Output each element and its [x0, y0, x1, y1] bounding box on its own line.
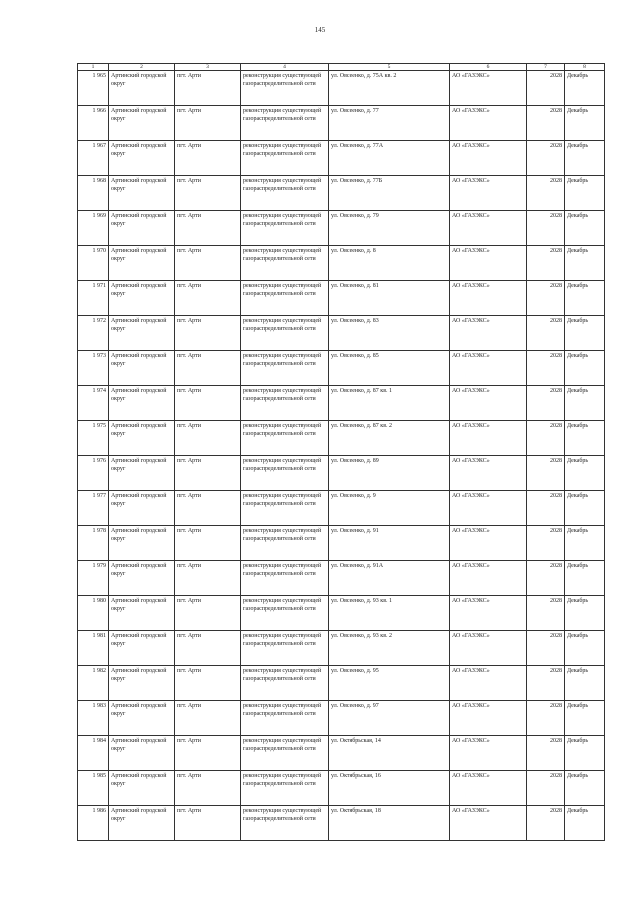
row-number: 1 978 — [78, 526, 109, 561]
address-cell: ул. Овсеенко, д. 77 — [329, 106, 450, 141]
year-cell: 2028 — [527, 456, 565, 491]
organization-cell: АО «ГАЗЭКС» — [450, 281, 527, 316]
month-cell: Декабрь — [565, 176, 605, 211]
settlement-cell: пгт. Арти — [175, 456, 241, 491]
table-row — [78, 806, 605, 841]
row-number: 1 979 — [78, 561, 109, 596]
settlement-cell: пгт. Арти — [175, 281, 241, 316]
month-cell: Декабрь — [565, 771, 605, 806]
organization-cell: АО «ГАЗЭКС» — [450, 316, 527, 351]
work-type-cell: реконструкция существующей газораспределительной сети — [241, 71, 329, 106]
year-cell: 2028 — [527, 561, 565, 596]
work-type-cell: реконструкция существующей газораспределительной сети — [241, 456, 329, 491]
row-number: 1 975 — [78, 421, 109, 456]
year-cell: 2028 — [527, 316, 565, 351]
row-number: 1 985 — [78, 771, 109, 806]
address-cell: ул. Овсеенко, д. 91 — [329, 526, 450, 561]
organization-cell: АО «ГАЗЭКС» — [450, 141, 527, 176]
row-number: 1 983 — [78, 701, 109, 736]
month-cell: Декабрь — [565, 456, 605, 491]
settlement-cell: пгт. Арти — [175, 526, 241, 561]
month-cell: Декабрь — [565, 141, 605, 176]
year-cell: 2028 — [527, 596, 565, 631]
settlement-cell: пгт. Арти — [175, 316, 241, 351]
year-cell: 2028 — [527, 526, 565, 561]
organization-cell: АО «ГАЗЭКС» — [450, 351, 527, 386]
column-number: 1 — [78, 64, 109, 71]
table-row — [78, 771, 605, 806]
work-type-cell: реконструкция существующей газораспределительной сети — [241, 176, 329, 211]
table-row — [78, 106, 605, 141]
table-row — [78, 421, 605, 456]
table-row — [78, 456, 605, 491]
address-cell: ул. Овсеенко, д. 83 — [329, 316, 450, 351]
district-cell: Артинский городской округ — [109, 176, 175, 211]
organization-cell: АО «ГАЗЭКС» — [450, 106, 527, 141]
settlement-cell: пгт. Арти — [175, 701, 241, 736]
organization-cell: АО «ГАЗЭКС» — [450, 386, 527, 421]
row-number: 1 971 — [78, 281, 109, 316]
row-number: 1 965 — [78, 71, 109, 106]
month-cell: Декабрь — [565, 351, 605, 386]
work-type-cell: реконструкция существующей газораспределительной сети — [241, 771, 329, 806]
work-type-cell: реконструкция существующей газораспределительной сети — [241, 211, 329, 246]
district-cell: Артинский городской округ — [109, 211, 175, 246]
address-cell: ул. Овсеенко, д. 81 — [329, 281, 450, 316]
row-number: 1 969 — [78, 211, 109, 246]
organization-cell: АО «ГАЗЭКС» — [450, 561, 527, 596]
year-cell: 2028 — [527, 351, 565, 386]
settlement-cell: пгт. Арти — [175, 806, 241, 841]
month-cell: Декабрь — [565, 666, 605, 701]
table-row — [78, 281, 605, 316]
work-type-cell: реконструкция существующей газораспределительной сети — [241, 526, 329, 561]
year-cell: 2028 — [527, 106, 565, 141]
district-cell: Артинский городской округ — [109, 421, 175, 456]
table-row — [78, 246, 605, 281]
address-cell: ул. Овсеенко, д. 95 — [329, 666, 450, 701]
table-row — [78, 736, 605, 771]
organization-cell: АО «ГАЗЭКС» — [450, 176, 527, 211]
settlement-cell: пгт. Арти — [175, 596, 241, 631]
work-type-cell: реконструкция существующей газораспределительной сети — [241, 666, 329, 701]
year-cell: 2028 — [527, 211, 565, 246]
row-number: 1 981 — [78, 631, 109, 666]
district-cell: Артинский городской округ — [109, 491, 175, 526]
column-number: 5 — [329, 64, 450, 71]
district-cell: Артинский городской округ — [109, 281, 175, 316]
settlement-cell: пгт. Арти — [175, 736, 241, 771]
district-cell: Артинский городской округ — [109, 596, 175, 631]
work-type-cell: реконструкция существующей газораспределительной сети — [241, 701, 329, 736]
settlement-cell: пгт. Арти — [175, 71, 241, 106]
row-number: 1 974 — [78, 386, 109, 421]
organization-cell: АО «ГАЗЭКС» — [450, 736, 527, 771]
address-cell: ул. Овсеенко, д. 85 — [329, 351, 450, 386]
table-row — [78, 701, 605, 736]
work-type-cell: реконструкция существующей газораспределительной сети — [241, 421, 329, 456]
settlement-cell: пгт. Арти — [175, 246, 241, 281]
settlement-cell: пгт. Арти — [175, 386, 241, 421]
month-cell: Декабрь — [565, 736, 605, 771]
row-number: 1 976 — [78, 456, 109, 491]
settlement-cell: пгт. Арти — [175, 176, 241, 211]
organization-cell: АО «ГАЗЭКС» — [450, 421, 527, 456]
column-number-row — [78, 64, 605, 71]
table-row — [78, 631, 605, 666]
organization-cell: АО «ГАЗЭКС» — [450, 211, 527, 246]
month-cell: Декабрь — [565, 561, 605, 596]
work-type-cell: реконструкция существующей газораспределительной сети — [241, 806, 329, 841]
settlement-cell: пгт. Арти — [175, 631, 241, 666]
work-type-cell: реконструкция существующей газораспределительной сети — [241, 386, 329, 421]
address-cell: ул. Овсеенко, д. 77Б — [329, 176, 450, 211]
address-cell: ул. Овсеенко, д. 93 кв. 1 — [329, 596, 450, 631]
organization-cell: АО «ГАЗЭКС» — [450, 666, 527, 701]
district-cell: Артинский городской округ — [109, 351, 175, 386]
table-row — [78, 211, 605, 246]
work-type-cell: реконструкция существующей газораспределительной сети — [241, 596, 329, 631]
settlement-cell: пгт. Арти — [175, 421, 241, 456]
month-cell: Декабрь — [565, 106, 605, 141]
row-number: 1 986 — [78, 806, 109, 841]
month-cell: Декабрь — [565, 701, 605, 736]
table-row — [78, 491, 605, 526]
district-cell: Артинский городской округ — [109, 106, 175, 141]
organization-cell: АО «ГАЗЭКС» — [450, 806, 527, 841]
settlement-cell: пгт. Арти — [175, 491, 241, 526]
month-cell: Декабрь — [565, 806, 605, 841]
address-cell: ул. Овсеенко, д. 77А — [329, 141, 450, 176]
district-cell: Артинский городской округ — [109, 631, 175, 666]
work-type-cell: реконструкция существующей газораспределительной сети — [241, 736, 329, 771]
year-cell: 2028 — [527, 701, 565, 736]
column-number: 7 — [527, 64, 565, 71]
settlement-cell: пгт. Арти — [175, 771, 241, 806]
address-cell: ул. Овсеенко, д. 87 кв. 1 — [329, 386, 450, 421]
month-cell: Декабрь — [565, 211, 605, 246]
row-number: 1 967 — [78, 141, 109, 176]
organization-cell: АО «ГАЗЭКС» — [450, 771, 527, 806]
district-cell: Артинский городской округ — [109, 666, 175, 701]
year-cell: 2028 — [527, 806, 565, 841]
page-number: 145 — [314, 26, 326, 34]
year-cell: 2028 — [527, 491, 565, 526]
month-cell: Декабрь — [565, 316, 605, 351]
column-number: 4 — [241, 64, 329, 71]
column-number: 2 — [109, 64, 175, 71]
settlement-cell: пгт. Арти — [175, 106, 241, 141]
month-cell: Декабрь — [565, 631, 605, 666]
year-cell: 2028 — [527, 666, 565, 701]
organization-cell: АО «ГАЗЭКС» — [450, 631, 527, 666]
address-cell: ул. Октябрьская, 18 — [329, 806, 450, 841]
table-row — [78, 561, 605, 596]
row-number: 1 980 — [78, 596, 109, 631]
district-cell: Артинский городской округ — [109, 456, 175, 491]
work-type-cell: реконструкция существующей газораспределительной сети — [241, 281, 329, 316]
table-row — [78, 386, 605, 421]
month-cell: Декабрь — [565, 71, 605, 106]
organization-cell: АО «ГАЗЭКС» — [450, 526, 527, 561]
month-cell: Декабрь — [565, 246, 605, 281]
district-cell: Артинский городской округ — [109, 526, 175, 561]
table-row — [78, 316, 605, 351]
month-cell: Декабрь — [565, 386, 605, 421]
work-type-cell: реконструкция существующей газораспределительной сети — [241, 631, 329, 666]
organization-cell: АО «ГАЗЭКС» — [450, 701, 527, 736]
organization-cell: АО «ГАЗЭКС» — [450, 456, 527, 491]
month-cell: Декабрь — [565, 596, 605, 631]
settlement-cell: пгт. Арти — [175, 666, 241, 701]
district-cell: Артинский городской округ — [109, 806, 175, 841]
work-type-cell: реконструкция существующей газораспределительной сети — [241, 491, 329, 526]
district-cell: Артинский городской округ — [109, 71, 175, 106]
table-row — [78, 596, 605, 631]
year-cell: 2028 — [527, 246, 565, 281]
column-number: 6 — [450, 64, 527, 71]
year-cell: 2028 — [527, 421, 565, 456]
year-cell: 2028 — [527, 771, 565, 806]
row-number: 1 977 — [78, 491, 109, 526]
row-number: 1 984 — [78, 736, 109, 771]
row-number: 1 966 — [78, 106, 109, 141]
table-row — [78, 351, 605, 386]
year-cell: 2028 — [527, 386, 565, 421]
schedule-table — [77, 63, 605, 841]
year-cell: 2028 — [527, 176, 565, 211]
month-cell: Декабрь — [565, 491, 605, 526]
year-cell: 2028 — [527, 631, 565, 666]
year-cell: 2028 — [527, 736, 565, 771]
district-cell: Артинский городской округ — [109, 246, 175, 281]
row-number: 1 972 — [78, 316, 109, 351]
organization-cell: АО «ГАЗЭКС» — [450, 491, 527, 526]
table-row — [78, 526, 605, 561]
year-cell: 2028 — [527, 281, 565, 316]
work-type-cell: реконструкция существующей газораспределительной сети — [241, 351, 329, 386]
work-type-cell: реконструкция существующей газораспределительной сети — [241, 316, 329, 351]
table-row — [78, 71, 605, 106]
address-cell: ул. Октябрьская, 14 — [329, 736, 450, 771]
work-type-cell: реконструкция существующей газораспределительной сети — [241, 561, 329, 596]
row-number: 1 968 — [78, 176, 109, 211]
organization-cell: АО «ГАЗЭКС» — [450, 246, 527, 281]
organization-cell: АО «ГАЗЭКС» — [450, 596, 527, 631]
organization-cell: АО «ГАЗЭКС» — [450, 71, 527, 106]
district-cell: Артинский городской округ — [109, 141, 175, 176]
address-cell: ул. Овсеенко, д. 89 — [329, 456, 450, 491]
address-cell: ул. Овсеенко, д. 8 — [329, 246, 450, 281]
address-cell: ул. Овсеенко, д. 75А кв. 2 — [329, 71, 450, 106]
district-cell: Артинский городской округ — [109, 771, 175, 806]
district-cell: Артинский городской округ — [109, 736, 175, 771]
table-row — [78, 176, 605, 211]
address-cell: ул. Овсеенко, д. 93 кв. 2 — [329, 631, 450, 666]
table-row — [78, 141, 605, 176]
address-cell: ул. Овсеенко, д. 9 — [329, 491, 450, 526]
work-type-cell: реконструкция существующей газораспределительной сети — [241, 246, 329, 281]
address-cell: ул. Овсеенко, д. 79 — [329, 211, 450, 246]
settlement-cell: пгт. Арти — [175, 351, 241, 386]
row-number: 1 973 — [78, 351, 109, 386]
month-cell: Декабрь — [565, 526, 605, 561]
address-cell: ул. Октябрьская, 16 — [329, 771, 450, 806]
settlement-cell: пгт. Арти — [175, 141, 241, 176]
month-cell: Декабрь — [565, 421, 605, 456]
work-type-cell: реконструкция существующей газораспределительной сети — [241, 106, 329, 141]
address-cell: ул. Овсеенко, д. 87 кв. 2 — [329, 421, 450, 456]
address-cell: ул. Овсеенко, д. 97 — [329, 701, 450, 736]
year-cell: 2028 — [527, 71, 565, 106]
year-cell: 2028 — [527, 141, 565, 176]
settlement-cell: пгт. Арти — [175, 561, 241, 596]
column-number: 8 — [565, 64, 605, 71]
settlement-cell: пгт. Арти — [175, 211, 241, 246]
work-type-cell: реконструкция существующей газораспределительной сети — [241, 141, 329, 176]
district-cell: Артинский городской округ — [109, 701, 175, 736]
row-number: 1 982 — [78, 666, 109, 701]
district-cell: Артинский городской округ — [109, 561, 175, 596]
table-row — [78, 666, 605, 701]
district-cell: Артинский городской округ — [109, 386, 175, 421]
row-number: 1 970 — [78, 246, 109, 281]
address-cell: ул. Овсеенко, д. 91А — [329, 561, 450, 596]
column-number: 3 — [175, 64, 241, 71]
district-cell: Артинский городской округ — [109, 316, 175, 351]
month-cell: Декабрь — [565, 281, 605, 316]
